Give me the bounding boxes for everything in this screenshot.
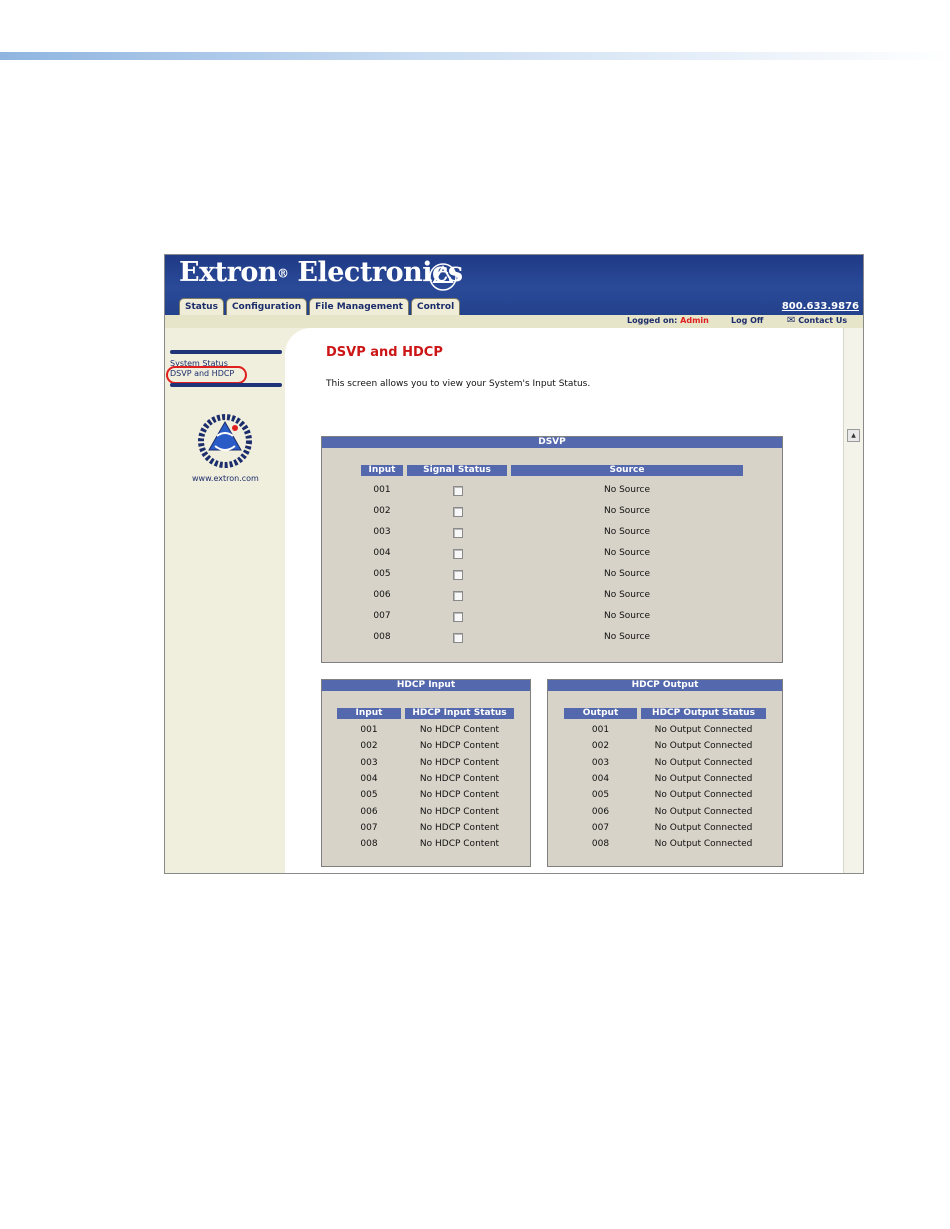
signal-status-checkbox[interactable] xyxy=(453,528,463,538)
dsvp-panel xyxy=(321,436,783,663)
extron-triangle-logo-icon xyxy=(427,261,459,293)
sidebar-divider-top xyxy=(170,350,282,354)
service-support-solutions-seal-icon xyxy=(197,412,253,470)
logged-on-label: Logged on: xyxy=(627,316,681,325)
hdcp-output-number-cell: 002 xyxy=(591,741,610,752)
dsvp-input-cell: 007 xyxy=(373,611,391,621)
main-tabs xyxy=(179,298,462,315)
hdcp-input-status-cell: No HDCP Content xyxy=(419,839,500,850)
hdcp-input-number-cell: 005 xyxy=(360,790,378,801)
hdcp-input-status-cell: No HDCP Content xyxy=(419,773,500,784)
vertical-scrollbar[interactable] xyxy=(843,328,863,873)
hdcp-output-number-cell: 001 xyxy=(591,725,610,735)
hdcp-input-number-cell: 007 xyxy=(360,822,378,833)
session-bar xyxy=(165,315,863,328)
main-content xyxy=(285,328,843,873)
hdcp-input-status-cell: No HDCP Content xyxy=(419,757,500,768)
dsvp-source-cell: No Source xyxy=(603,632,650,642)
hdcp-input-number-cell: 008 xyxy=(360,839,378,850)
hdcp-input-number-cell: 002 xyxy=(360,741,378,752)
dsvp-input-cell: 005 xyxy=(373,569,391,579)
signal-status-checkbox[interactable] xyxy=(453,591,463,601)
dsvp-source-cell: No Source xyxy=(603,569,650,579)
hdcp-input-status-cell: No HDCP Content xyxy=(419,806,500,817)
signal-status-checkbox[interactable] xyxy=(453,570,463,580)
hdcp-input-number-cell: 001 xyxy=(360,725,378,735)
dsvp-input-cell: 003 xyxy=(373,527,391,537)
dsvp-input-cell: 008 xyxy=(373,632,391,642)
hdcp-output-number-cell: 005 xyxy=(591,790,610,801)
signal-status-checkbox[interactable] xyxy=(453,507,463,517)
hdcp-input-status-cell: No HDCP Content xyxy=(419,741,500,752)
hdcp-output-number-cell: 006 xyxy=(591,806,610,817)
hdcp-output-status-cell: No Output Connected xyxy=(654,773,753,784)
brand-mark: ® xyxy=(277,266,289,281)
website-link[interactable]: www.extron.com xyxy=(192,474,259,483)
dsvp-col-input: Input xyxy=(361,465,403,476)
logged-on-user: Admin xyxy=(680,316,709,325)
sidebar-divider-bottom xyxy=(170,383,282,387)
dsvp-col-signal-status: Signal Status xyxy=(407,465,507,476)
hdcp-output-number-cell: 008 xyxy=(591,839,610,850)
hdcp-input-panel-title: HDCP Input xyxy=(322,680,530,691)
hdcp-input-col-status: HDCP Input Status xyxy=(405,708,514,719)
dsvp-source-cell: No Source xyxy=(603,590,650,600)
app-header xyxy=(165,255,863,315)
hdcp-output-col-output: Output xyxy=(564,708,637,719)
contact-us-label: Contact Us xyxy=(798,316,848,325)
hdcp-output-status-cell: No Output Connected xyxy=(654,757,753,768)
hdcp-input-status-cell: No HDCP Content xyxy=(419,822,500,833)
sidebar-item-system-status[interactable]: System Status xyxy=(170,359,228,368)
page-title: DSVP and HDCP xyxy=(326,345,443,360)
signal-status-checkbox[interactable] xyxy=(453,633,463,643)
dsvp-input-cell: 002 xyxy=(373,506,391,516)
hdcp-output-status-cell: No Output Connected xyxy=(654,725,753,735)
page-accent-bar xyxy=(0,52,950,60)
signal-status-checkbox[interactable] xyxy=(453,486,463,496)
dsvp-source-cell: No Source xyxy=(603,485,650,495)
brand-suffix: Electronics xyxy=(297,257,463,288)
browser-screenshot xyxy=(164,254,864,874)
tab-status[interactable]: Status xyxy=(179,298,224,315)
tab-configuration[interactable]: Configuration xyxy=(226,298,307,315)
hdcp-input-number-cell: 006 xyxy=(360,806,378,817)
page-description: This screen allows you to view your System's Input Status. xyxy=(326,379,591,389)
logged-on-status xyxy=(627,316,709,325)
dsvp-source-cell: No Source xyxy=(603,527,650,537)
hdcp-output-number-cell: 007 xyxy=(591,822,610,833)
hdcp-output-status-cell: No Output Connected xyxy=(654,839,753,850)
hdcp-output-status-cell: No Output Connected xyxy=(654,741,753,752)
hdcp-output-status-cell: No Output Connected xyxy=(654,822,753,833)
sidebar xyxy=(165,328,285,873)
hdcp-input-number-cell: 004 xyxy=(360,773,378,784)
support-phone-number: 800.633.9876 xyxy=(781,301,859,312)
brand-logo-text xyxy=(179,257,463,288)
hdcp-output-status-cell: No Output Connected xyxy=(654,790,753,801)
brand-name: Extron xyxy=(179,257,278,288)
dsvp-input-cell: 001 xyxy=(373,485,391,495)
dsvp-source-cell: No Source xyxy=(603,506,650,516)
scroll-up-arrow-icon[interactable]: ▲ xyxy=(847,429,860,442)
hdcp-output-col-status: HDCP Output Status xyxy=(641,708,766,719)
dsvp-source-cell: No Source xyxy=(603,611,650,621)
envelope-icon: ✉ xyxy=(787,315,796,326)
dsvp-source-cell: No Source xyxy=(603,548,650,558)
hdcp-input-panel xyxy=(321,679,531,867)
hdcp-output-number-cell: 003 xyxy=(591,757,610,768)
hdcp-input-number-cell: 003 xyxy=(360,757,378,768)
hdcp-input-status-cell: No HDCP Content xyxy=(419,790,500,801)
signal-status-checkbox[interactable] xyxy=(453,612,463,622)
dsvp-panel-title: DSVP xyxy=(322,437,782,448)
hdcp-output-status-cell: No Output Connected xyxy=(654,806,753,817)
log-off-link[interactable]: Log Off xyxy=(731,316,764,325)
hdcp-output-panel xyxy=(547,679,783,867)
tab-control[interactable]: Control xyxy=(411,298,460,315)
dsvp-input-cell: 006 xyxy=(373,590,391,600)
dsvp-col-source: Source xyxy=(511,465,743,476)
tab-file-management[interactable]: File Management xyxy=(309,298,409,315)
signal-status-checkbox[interactable] xyxy=(453,549,463,559)
hdcp-output-number-cell: 004 xyxy=(591,773,610,784)
contact-us-link[interactable] xyxy=(787,315,847,326)
hdcp-input-status-cell: No HDCP Content xyxy=(419,725,500,735)
dsvp-input-cell: 004 xyxy=(373,548,391,558)
hdcp-input-col-input: Input xyxy=(337,708,401,719)
hdcp-output-panel-title: HDCP Output xyxy=(548,680,782,691)
sidebar-item-dsvp-and-hdcp[interactable]: DSVP and HDCP xyxy=(170,369,235,378)
